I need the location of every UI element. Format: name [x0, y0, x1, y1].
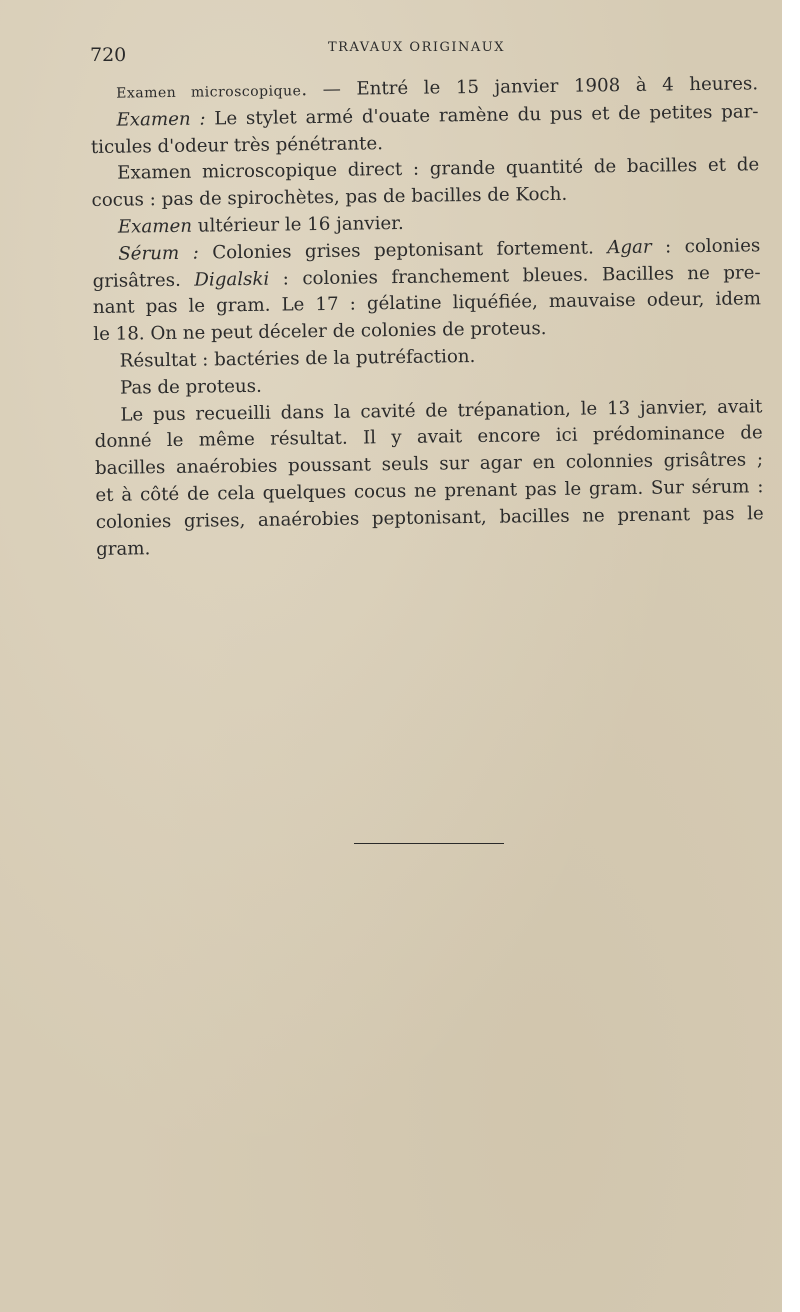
text-line-7: Sérum : Colonies grises peptonisant fortement. Agar : colonies — [118, 235, 761, 265]
text-line-12: Pas de proteus. — [119, 375, 262, 399]
text-line-17: colonies grises, anaérobies peptonisant, bacilles ne prenant pas le — [95, 502, 764, 533]
section-label: Examen microscopique — [116, 83, 302, 102]
text-line-14: donné le même résultat. Il y avait encore ici prédominance de — [94, 422, 763, 453]
text-line-13: Le pus recueilli dans la cavité de trépanation, le 13 janvier, avait — [120, 395, 763, 426]
section-divider — [354, 843, 504, 844]
italic-label: Examen — [117, 215, 193, 238]
running-head: TRAVAUX ORIGINAUX — [328, 40, 506, 55]
text-line-9: nant pas le gram. Le 17 : gélatine liquéfiée, mauvaise odeur, idem — [92, 288, 762, 319]
italic-label: Agar — [607, 236, 652, 259]
italic-label: Examen : — [116, 108, 206, 131]
text-line-2: Examen : Le stylet armé d'ouate ramène du pus et de petites par- — [116, 101, 759, 131]
page-number: 720 — [90, 44, 127, 66]
italic-label: Digalski — [194, 268, 270, 291]
text-line-11: Résultat : bactéries de la putréfaction. — [119, 345, 476, 372]
text-line-1: Examen microscopique. — Entré le 15 janvier 1908 à 4 heures. — [116, 73, 759, 102]
text-line-18: gram. — [96, 537, 151, 560]
text-line-6: Examen ultérieur le 16 janvier. — [117, 212, 404, 238]
text-line-5: cocus : pas de spirochètes, pas de bacilles de Koch. — [91, 183, 568, 212]
text-line-16: et à côté de cela quelques cocus ne prenant pas le gram. Sur sérum : — [95, 476, 764, 506]
body-text — [90, 71, 764, 563]
text-line-15: bacilles anaérobies poussant seuls sur agar en colonnies grisâtres ; — [94, 449, 764, 480]
text-line-3: ticules d'odeur très pénétrante. — [90, 132, 384, 158]
text-line-8: grisâtres. Digalski : colonies franchement bleues. Bacilles ne pre- — [92, 261, 761, 292]
text-line-10: le 18. On ne peut déceler de colonies de proteus. — [93, 318, 547, 346]
text-line-4: Examen microscopique direct : grande quantité de bacilles et de — [117, 154, 760, 185]
italic-label: Sérum : — [118, 242, 199, 265]
